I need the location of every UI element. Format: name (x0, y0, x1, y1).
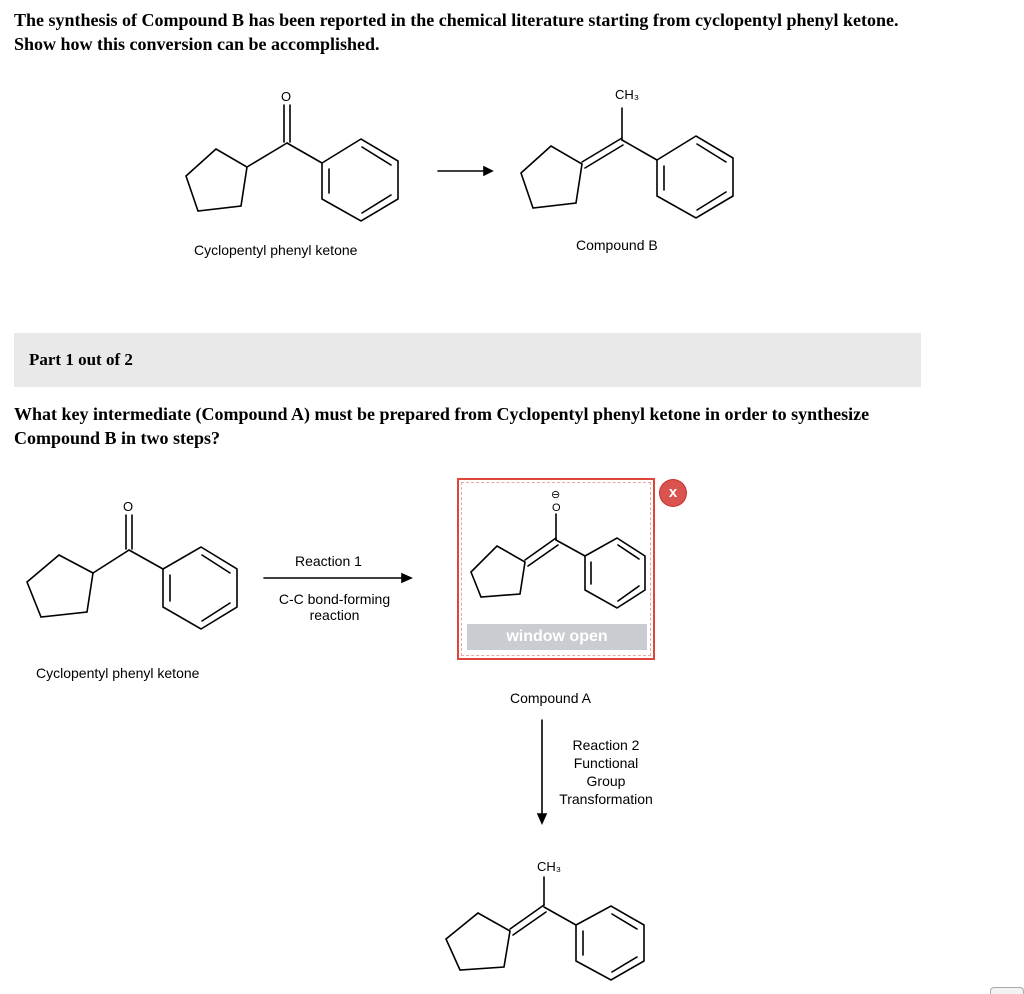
bond-carbonyl-phenyl (129, 550, 163, 569)
reaction1-arrow (262, 572, 414, 584)
bond-alkene-phenyl (622, 140, 657, 160)
reaction2-description (554, 736, 658, 808)
reaction2-line1: Reaction 2 (572, 737, 640, 753)
benzene-ring (657, 136, 733, 218)
aromatic-bond (612, 957, 637, 972)
aromatic-bond (202, 603, 230, 621)
aromatic-bond (202, 555, 230, 573)
aromatic-bond (697, 192, 726, 210)
compound-b-structure-top (505, 82, 745, 227)
aromatic-bond (618, 545, 639, 559)
reaction-arrow-top (436, 165, 496, 177)
reaction2-line4: Transformation (559, 791, 653, 807)
bond-to-phenyl (544, 907, 576, 925)
aromatic-bond (362, 195, 391, 213)
prompt-text: What key intermediate (Compound A) must be prepared from Cyclopentyl phenyl ketone in order to synthesize Compound B in two steps? (14, 404, 870, 448)
start-material-name-top: Cyclopentyl phenyl ketone (194, 242, 358, 258)
reaction1-desc-line2: reaction (309, 607, 360, 623)
bond-to-phenyl (556, 540, 585, 556)
aromatic-bond (612, 914, 637, 929)
compound-b-name: Compound B (576, 237, 658, 253)
start-material-name-bottom: Cyclopentyl phenyl ketone (36, 665, 200, 681)
oxygen-label: O (123, 499, 134, 514)
reaction2-line2: Functional (573, 755, 639, 771)
charge-label: ⊖ (551, 489, 561, 501)
compound-b-structure-bottom (440, 855, 660, 985)
benzene-ring (576, 906, 644, 980)
benzene-ring (322, 139, 398, 221)
bond-carbonyl-phenyl (287, 143, 322, 163)
compound-a-label: Compound A (510, 690, 591, 706)
compound-a-answer-box[interactable] (457, 478, 655, 660)
close-icon[interactable]: x (660, 480, 686, 506)
benzene-ring (163, 547, 237, 629)
aromatic-bond (618, 586, 639, 601)
reaction2-line3: Group (586, 773, 626, 789)
reaction1-desc-line1: C-C bond-forming (278, 591, 391, 607)
cyclopentyl-ring (471, 546, 525, 597)
cyclopentyl-ring (446, 913, 510, 970)
methyl-label: CH₃ (615, 87, 640, 102)
reaction1-title: Reaction 1 (295, 553, 362, 569)
cyclopentyl-phenyl-ketone-structure-bottom (15, 495, 255, 640)
cyclopentyl-phenyl-ketone-structure-top (170, 85, 410, 230)
cyclopentyl-ring (521, 146, 582, 208)
oxygen-label: O (281, 89, 292, 104)
scrollbar-corner[interactable] (990, 987, 1024, 994)
reaction2-arrow (535, 718, 549, 828)
oxygen-label: O (552, 502, 561, 514)
aromatic-bond (362, 147, 391, 165)
compound-a-drawn-structure (459, 480, 653, 620)
part-label: Part 1 out of 2 (29, 350, 133, 369)
question-text: The synthesis of Compound B has been reported in the chemical literature starting from cyclopentyl phenyl ketone. Show how this conversion can be accomplished. (14, 10, 899, 54)
aromatic-bond (697, 144, 726, 162)
cyclopentyl-ring (27, 555, 93, 617)
bond-ring-carbonyl (247, 143, 287, 167)
reaction1-description (262, 591, 407, 623)
bond-ring-carbonyl (93, 550, 129, 573)
part-header (14, 333, 921, 387)
methyl-label: CH₃ (537, 859, 562, 874)
cyclopentyl-ring (186, 149, 247, 211)
benzene-ring (585, 538, 645, 608)
window-open-button[interactable]: window open (467, 624, 647, 650)
